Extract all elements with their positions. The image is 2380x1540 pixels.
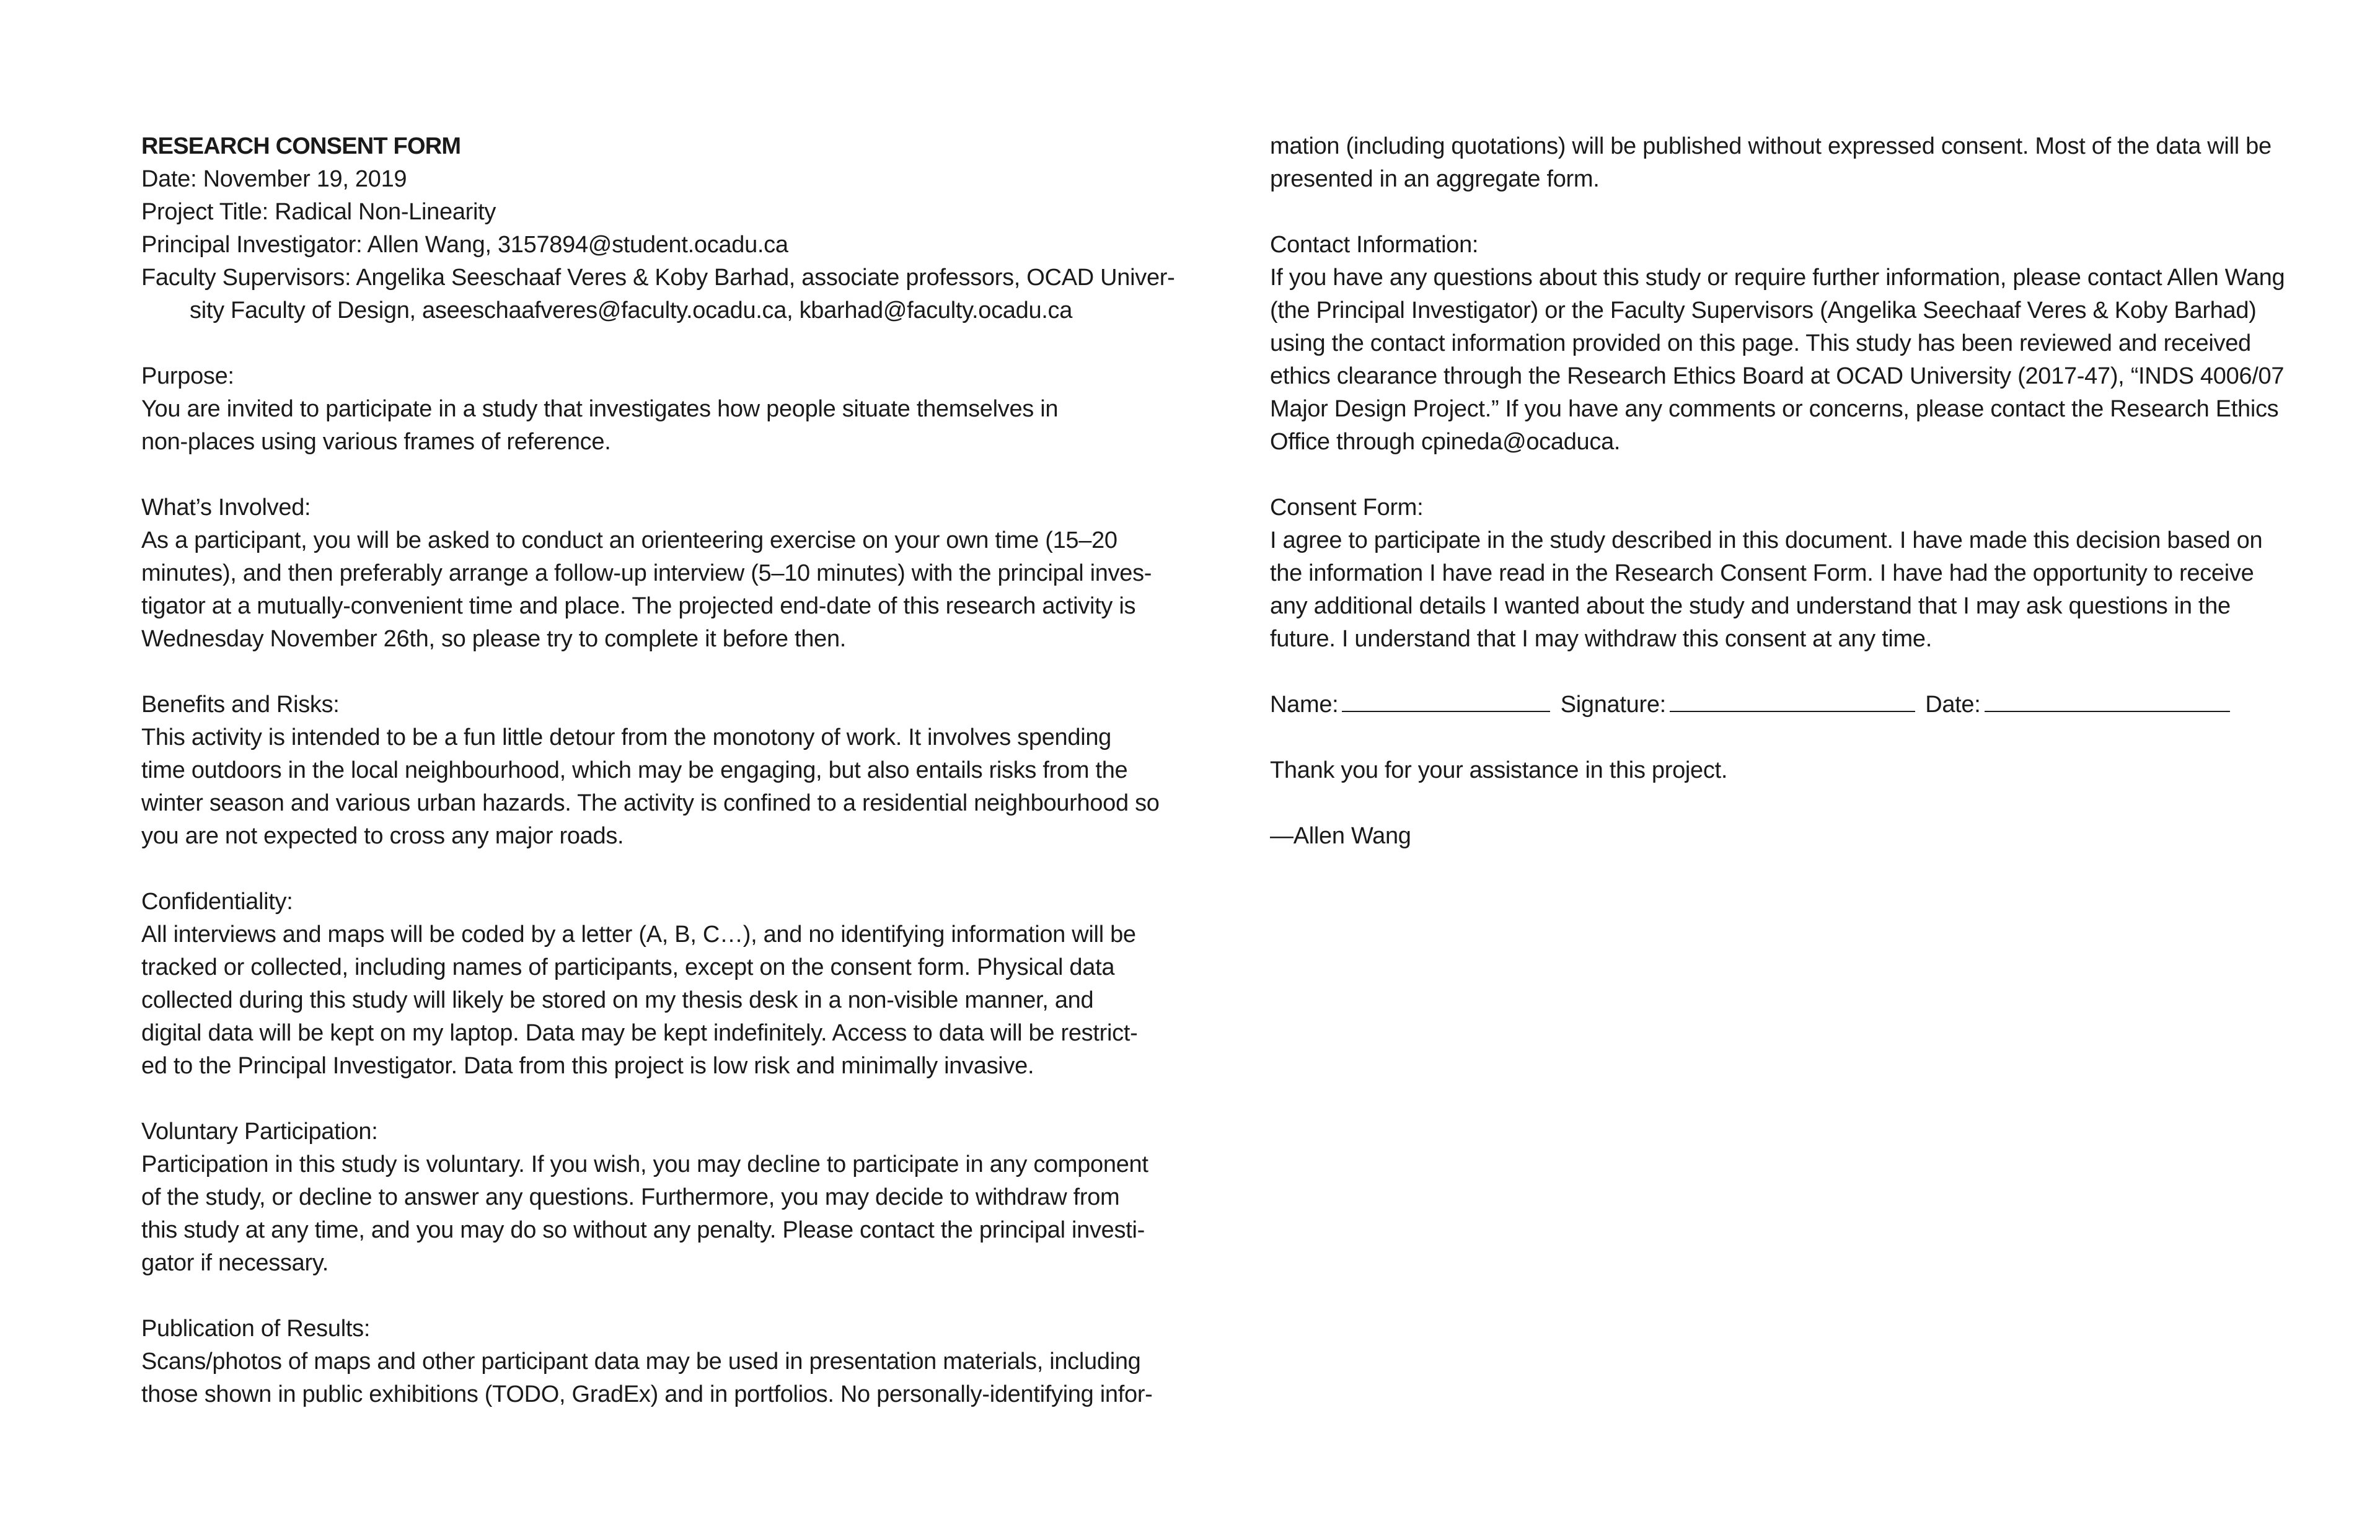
- paragraph-line: As a participant, you will be asked to conduct an orienteering exercise on your own time (15–20: [141, 527, 1117, 553]
- section-heading: Purpose:: [141, 363, 234, 389]
- paragraph-line: ethics clearance through the Research Ethics Board at OCAD University (2017-47), “INDS 4006/07: [1270, 363, 2285, 389]
- paragraph-line: digital data will be kept on my laptop. Data may be kept indefinitely. Access to data will be restrict-: [141, 1020, 1138, 1046]
- paragraph-line: the information I have read in the Research Consent Form. I have had the opportunity to receive: [1270, 560, 2254, 586]
- signature-label: Signature:: [1560, 692, 1666, 718]
- project-title-line: Project Title: Radical Non-Linearity: [141, 199, 496, 225]
- name-field[interactable]: [1342, 690, 1550, 712]
- paragraph-line: future. I understand that I may withdraw this consent at any time.: [1270, 626, 1932, 652]
- paragraph-line: tigator at a mutually-convenient time and place. The projected end-date of this research activity is: [141, 593, 1136, 619]
- section-heading: Benefits and Risks:: [141, 692, 340, 718]
- paragraph-line: If you have any questions about this study or require further information, please contact Allen Wang: [1270, 265, 2285, 291]
- paragraph-line: of the study, or decline to answer any questions. Furthermore, you may decide to withdraw from: [141, 1184, 1120, 1210]
- name-label: Name:: [1270, 692, 1339, 718]
- paragraph-line: minutes), and then preferably arrange a follow-up interview (5–10 minutes) with the principal inves-: [141, 560, 1152, 586]
- form-title: RESEARCH CONSENT FORM: [141, 133, 461, 159]
- paragraph-line: gator if necessary.: [141, 1250, 328, 1276]
- paragraph-line: This activity is intended to be a fun little detour from the monotony of work. It involves spending: [141, 724, 1112, 750]
- section-heading: Consent Form:: [1270, 495, 1424, 521]
- paragraph-line: winter season and various urban hazards. The activity is confined to a residential neighbourhood so: [141, 790, 1160, 816]
- signature-field[interactable]: [1670, 690, 1915, 712]
- section-heading: Contact Information:: [1270, 232, 1479, 258]
- paragraph-line: collected during this study will likely be stored on my thesis desk in a non-visible manner, and: [141, 987, 1094, 1013]
- paragraph-line: All interviews and maps will be coded by a letter (A, B, C…), and no identifying information will be: [141, 922, 1136, 948]
- whats-involved-section: [141, 491, 1152, 656]
- paragraph-line: tracked or collected, including names of participants, except on the consent form. Physical data: [141, 954, 1115, 980]
- date-field[interactable]: [1985, 690, 2230, 712]
- signoff-text: —Allen Wang: [1270, 823, 1411, 849]
- signature-row: [1270, 689, 2262, 721]
- purpose-section: [141, 360, 1133, 459]
- date-label: Date:: [1925, 692, 1981, 718]
- left-column: [141, 130, 1175, 1411]
- paragraph-line: I agree to participate in the study described in this document. I have made this decision based on: [1270, 527, 2263, 553]
- paragraph-line: Scans/photos of maps and other participant data may be used in presentation materials, including: [141, 1349, 1141, 1375]
- voluntary-participation-section: [141, 1115, 1148, 1280]
- paragraph-line: presented in an aggregate form.: [1270, 166, 1600, 192]
- paragraph-line: any additional details I wanted about the study and understand that I may ask questions in the: [1270, 593, 2231, 619]
- consent-form-section: [1270, 491, 2262, 656]
- section-heading: Voluntary Participation:: [141, 1119, 378, 1145]
- paragraph-line: those shown in public exhibitions (TODO, GradEx) and in portfolios. No personally-identifying infor-: [141, 1381, 1153, 1407]
- faculty-supervisors-line: Faculty Supervisors: Angelika Seeschaaf Veres & Koby Barhad, associate professors, OCAD Univer-: [141, 265, 1175, 291]
- paragraph-line: using the contact information provided on this page. This study has been reviewed and received: [1270, 330, 2251, 356]
- paragraph-line: this study at any time, and you may do so without any penalty. Please contact the principal investi-: [141, 1217, 1145, 1243]
- paragraph-line: Wednesday November 26th, so please try to complete it before then.: [141, 626, 847, 652]
- confidentiality-section: [141, 886, 1138, 1083]
- publication-results-section: [141, 1313, 1153, 1411]
- paragraph-line: Participation in this study is voluntary. If you wish, you may decline to participate in any component: [141, 1151, 1148, 1177]
- paragraph-line: time outdoors in the local neighbourhood, which may be engaging, but also entails risks from the: [141, 757, 1128, 783]
- paragraph-line: mation (including quotations) will be published without expressed consent. Most of the data will be: [1270, 133, 2272, 159]
- section-heading: Confidentiality:: [141, 889, 293, 915]
- paragraph-line: you are not expected to cross any major roads.: [141, 823, 624, 849]
- date-line: Date: November 19, 2019: [141, 166, 407, 192]
- paragraph-line: ed to the Principal Investigator. Data from this project is low risk and minimally invasive.: [141, 1053, 1034, 1079]
- publication-results-continued: [1270, 130, 2272, 196]
- contact-information-section: [1270, 229, 2285, 459]
- faculty-supervisors-line-cont: sity Faculty of Design, aseeschaafveres@faculty.ocadu.ca, kbarhad@faculty.ocadu.ca: [190, 297, 1073, 323]
- paragraph-line: Major Design Project.” If you have any comments or concerns, please contact the Research Ethics: [1270, 396, 2279, 422]
- paragraph-line: You are invited to participate in a study that investigates how people situate themselves in: [141, 396, 1059, 422]
- right-column: [1270, 130, 2285, 853]
- benefits-risks-section: [141, 689, 1160, 853]
- section-heading: What’s Involved:: [141, 495, 311, 521]
- principal-investigator-line: Principal Investigator: Allen Wang, 3157894@student.ocadu.ca: [141, 232, 788, 258]
- section-heading: Publication of Results:: [141, 1316, 371, 1342]
- paragraph-line: Office through cpineda@ocaduca.: [1270, 429, 1621, 455]
- thank-you-text: Thank you for your assistance in this project.: [1270, 757, 1728, 783]
- paragraph-line: (the Principal Investigator) or the Faculty Supervisors (Angelika Seechaaf Veres & Koby Barhad): [1270, 297, 2257, 323]
- paragraph-line: non-places using various frames of reference.: [141, 429, 611, 455]
